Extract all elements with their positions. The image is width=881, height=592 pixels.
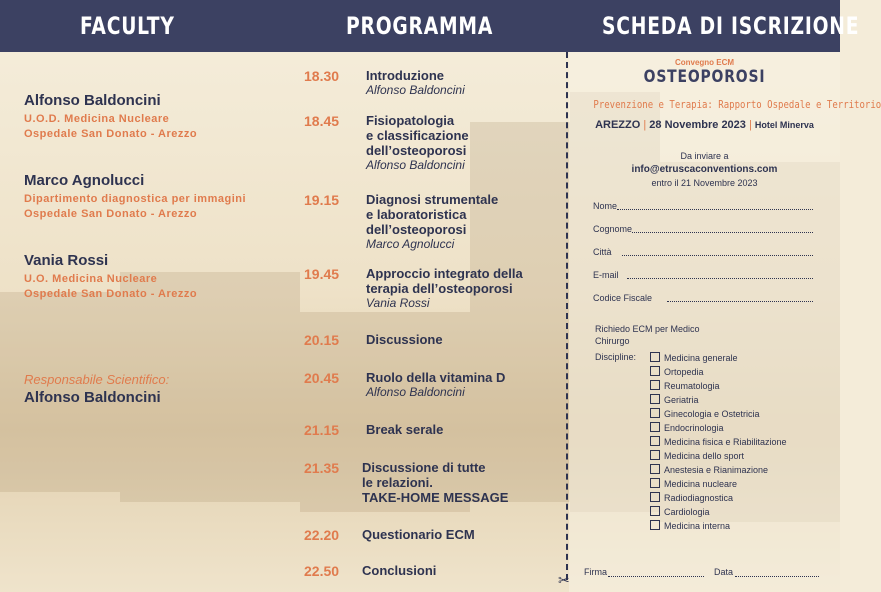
program-title: Approccio integrato della terapia dell’osteoporosi (366, 266, 523, 296)
responsabile-name: Alfonso Baldoncini (24, 389, 161, 406)
discipline-option[interactable] (650, 436, 787, 447)
checkbox[interactable] (650, 366, 660, 376)
discipline-option[interactable] (650, 394, 699, 405)
discipline-label-text: Ginecologia e Ostetricia (664, 409, 760, 419)
discipline-label-text: Medicina generale (664, 353, 738, 363)
program-title: Fisiopatologia e classificazione dell’osteoporosi (366, 113, 469, 158)
discipline-label: Discipline: (595, 352, 637, 362)
ecm-request: Richiedo ECM per Medico Chirurgo (595, 324, 700, 346)
program-title: Break serale (366, 422, 444, 437)
discipline-option[interactable] (650, 506, 710, 517)
form-field-label: E-mail (593, 270, 619, 280)
program-title: Diagnosi strumentale e laboratoristica dell’osteoporosi (366, 192, 499, 237)
checkbox[interactable] (650, 478, 660, 488)
form-field-line[interactable] (627, 278, 813, 279)
discipline-option[interactable] (650, 492, 733, 503)
program-item (366, 68, 465, 98)
program-time: 19.15 (304, 192, 340, 208)
discipline-label-text: Anestesia e Rianimazione (664, 465, 769, 475)
discipline-label-text: Medicina nucleare (664, 479, 738, 489)
program-item (366, 192, 498, 252)
event-location (569, 119, 840, 131)
scheda-header: SCHEDA DI ISCRIZIONE (602, 12, 860, 40)
program-item (362, 460, 508, 505)
event-date: 28 Novembre 2023 (649, 119, 746, 131)
faculty-name: Vania Rossi (24, 252, 109, 269)
firma-line[interactable] (608, 576, 704, 577)
discipline-label-text: Cardiologia (664, 507, 710, 517)
form-field[interactable] (593, 293, 813, 303)
discipline-label-text: Medicina dello sport (664, 451, 745, 461)
firma-label: Firma (584, 567, 607, 577)
discipline-option[interactable] (650, 520, 730, 531)
responsabile-label: Responsabile Scientifico: (24, 372, 170, 387)
faculty-role: Dipartimento diagnostica per immagini (24, 193, 247, 205)
program-item (366, 422, 443, 437)
form-field-label: Cognome (593, 224, 633, 234)
program-time: 20.15 (304, 332, 340, 348)
form-field-label: Città (593, 247, 612, 257)
header-bar (0, 0, 860, 52)
faculty-hospital: Ospedale San Donato - Arezzo (24, 288, 198, 300)
checkbox[interactable] (650, 408, 660, 418)
faculty-member (24, 252, 197, 300)
checkbox[interactable] (650, 380, 660, 390)
data-label: Data (714, 567, 734, 577)
form-field[interactable] (593, 270, 813, 280)
program-item (362, 563, 436, 578)
checkbox[interactable] (650, 506, 660, 516)
program-title: Discussione di tutte le relazioni. TAKE-HOME MESSAGE (362, 460, 509, 505)
form-field[interactable] (593, 247, 813, 257)
event-title: OSTEOPOROSI (643, 67, 766, 87)
program-speaker: Marco Agnolucci (366, 237, 455, 251)
program-time: 18.30 (304, 68, 340, 84)
separator: | (643, 119, 647, 131)
scissors-icon: ✂ (558, 572, 570, 588)
discipline-option[interactable] (650, 422, 724, 433)
program-title: Questionario ECM (362, 527, 475, 542)
program-time: 21.15 (304, 422, 340, 438)
program-item (366, 332, 443, 347)
discipline-label-text: Medicina interna (664, 521, 731, 531)
event-subtitle: Prevenzione e Terapia: Rapporto Ospedale e Territorio (593, 98, 881, 111)
discipline-option[interactable] (650, 352, 738, 363)
program-speaker: Alfonso Baldoncini (366, 83, 465, 97)
event-city: AREZZO (595, 119, 641, 131)
program-title: Conclusioni (362, 563, 437, 578)
checkbox[interactable] (650, 464, 660, 474)
program-time: 20.45 (304, 370, 340, 386)
event-venue: Hotel Minerva (754, 120, 814, 130)
faculty-name: Alfonso Baldoncini (24, 92, 161, 109)
program-time: 21.35 (304, 460, 340, 476)
program-item (366, 266, 523, 311)
checkbox[interactable] (650, 450, 660, 460)
program-item (362, 527, 475, 542)
faculty-role: U.O. Medicina Nucleare (24, 273, 158, 285)
form-field-label: Codice Fiscale (593, 293, 653, 303)
form-field-line[interactable] (632, 232, 813, 233)
discipline-label-text: Ortopedia (664, 367, 704, 377)
faculty-role: U.O.D. Medicina Nucleare (24, 113, 170, 125)
checkbox[interactable] (650, 422, 660, 432)
faculty-name: Marco Agnolucci (24, 172, 145, 189)
form-field-line[interactable] (667, 301, 813, 302)
form-field[interactable] (593, 201, 813, 211)
form-field[interactable] (593, 224, 813, 234)
discipline-option[interactable] (650, 380, 720, 391)
program-time: 19.45 (304, 266, 340, 282)
faculty-hospital: Ospedale San Donato - Arezzo (24, 128, 198, 140)
checkbox[interactable] (650, 394, 660, 404)
discipline-label-text: Radiodiagnostica (664, 493, 734, 503)
discipline-option[interactable] (650, 478, 737, 489)
program-speaker: Alfonso Baldoncini (366, 158, 465, 172)
checkbox[interactable] (650, 436, 660, 446)
checkbox[interactable] (650, 352, 660, 362)
discipline-label-text: Geriatria (664, 395, 699, 405)
checkbox[interactable] (650, 520, 660, 530)
cut-line (566, 52, 568, 580)
form-field-line[interactable] (622, 255, 813, 256)
discipline-label-text: Endocrinologia (664, 423, 724, 433)
discipline-option[interactable] (650, 408, 760, 419)
program-item (366, 113, 469, 173)
form-field-line[interactable] (617, 209, 813, 210)
program-time: 22.20 (304, 527, 340, 543)
separator: | (748, 119, 752, 131)
program-speaker: Alfonso Baldoncini (366, 385, 465, 399)
discipline-option[interactable] (650, 450, 744, 461)
discipline-label-text: Reumatologia (664, 381, 720, 391)
discipline-label-text: Medicina fisica e Riabilitazione (664, 437, 787, 447)
faculty-header: FACULTY (80, 12, 175, 40)
faculty-member (24, 172, 246, 220)
send-label: Da inviare a (680, 151, 729, 161)
program-title: Ruolo della vitamina D (366, 370, 506, 385)
deadline: entro il 21 Novembre 2023 (651, 178, 758, 188)
form-field-label: Nome (593, 201, 618, 211)
data-line[interactable] (735, 576, 819, 577)
discipline-option[interactable] (650, 366, 704, 377)
checkbox[interactable] (650, 492, 660, 502)
convegno-label: Convegno ECM (674, 58, 735, 67)
program-speaker: Vania Rossi (366, 296, 430, 310)
faculty-hospital: Ospedale San Donato - Arezzo (24, 208, 198, 220)
program-title: Introduzione (366, 68, 444, 83)
program-time: 18.45 (304, 113, 340, 129)
contact-email[interactable]: info@etruscaconventions.com (631, 164, 778, 175)
program-title: Discussione (366, 332, 443, 347)
programma-header: PROGRAMMA (346, 12, 494, 40)
program-item (366, 370, 505, 400)
program-time: 22.50 (304, 563, 340, 579)
faculty-member (24, 92, 197, 140)
discipline-option[interactable] (650, 464, 768, 475)
